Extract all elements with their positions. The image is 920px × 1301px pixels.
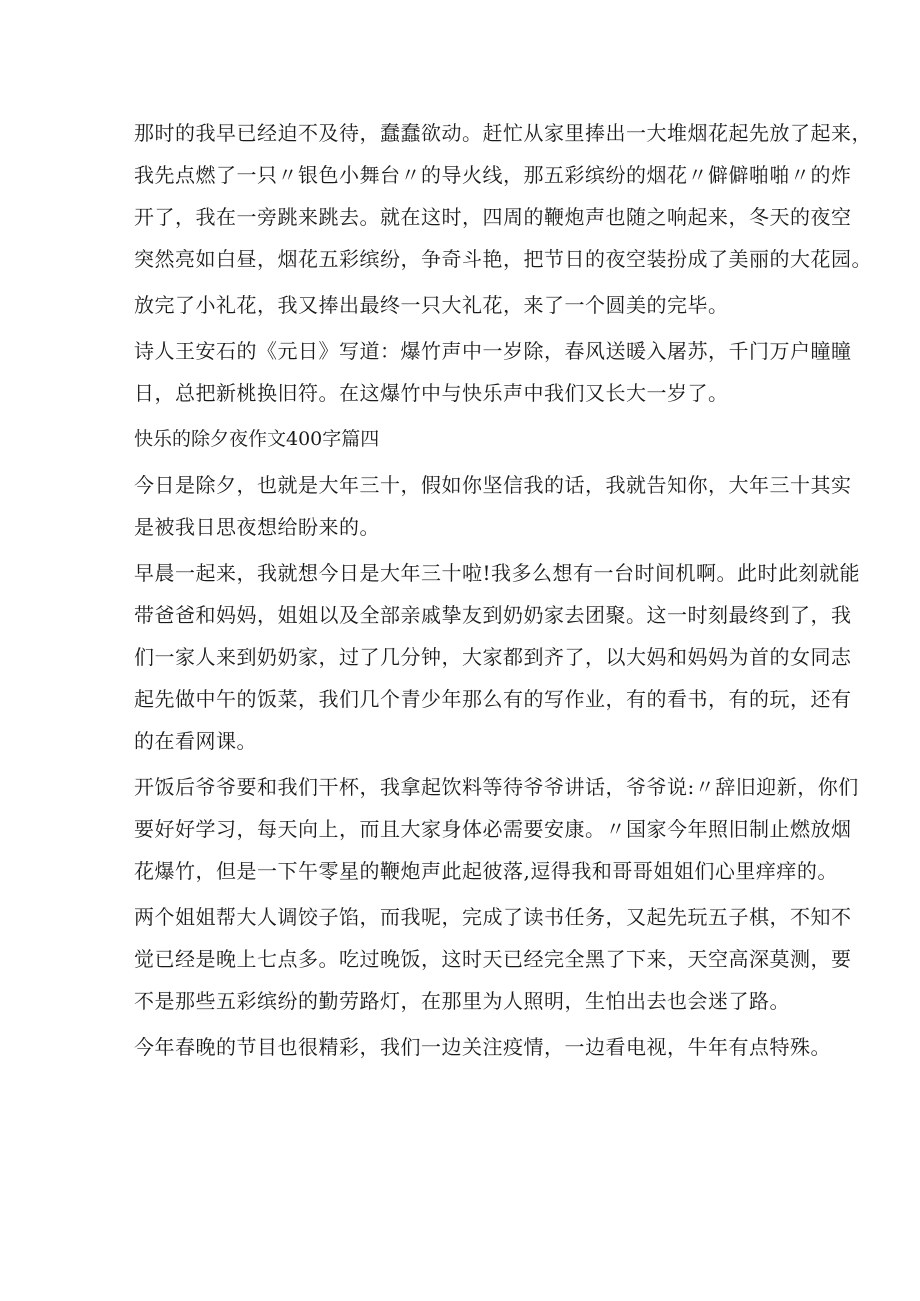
text-line: 要好好学习，每天向上，而且大家身体必需要安康。〃国家今年照旧制止燃放烟 [134, 817, 852, 841]
text-line: 日，总把新桃换旧符。在这爆竹中与快乐声中我们又长大一岁了。 [134, 381, 729, 405]
paragraph [134, 112, 872, 280]
paragraph [134, 896, 852, 1022]
text-line: 开了，我在一旁跳来跳去。就在这时，四周的鞭炮声也随之响起来，冬天的夜空 [134, 205, 852, 229]
paragraph [134, 330, 852, 414]
paragraph [134, 766, 859, 892]
text-line: 诗人王安石的《元日》写道：爆竹声中一岁除，春风送暖入屠苏，千门万户瞳瞳 [134, 339, 852, 363]
text-line: 花爆竹，但是一下午零星的鞭炮声此起彼落,逗得我和哥哥姐姐们心里痒痒的。 [134, 859, 838, 883]
text-line: 开饭后爷爷要和我们干杯，我拿起饮料等待爷爷讲话，爷爷说:〃辞旧迎新，你们 [134, 775, 859, 799]
text-line: 不是那些五彩缤纷的勤劳路灯，在那里为人照明，生怕出去也会迷了路。 [134, 989, 790, 1013]
text-line: 我先点燃了一只〃银色小舞台〃的导火线，那五彩缤纷的烟花〃僻僻啪啪〃的炸 [134, 163, 852, 187]
text-line: 早晨一起来，我就想今日是大年三十啦!我多么想有一台时间机啊。此时此刻就能 [134, 561, 861, 585]
paragraph [134, 552, 861, 762]
text-line: 们一家人来到奶奶家，过了几分钟，大家都到齐了，以大妈和妈妈为首的女同志 [134, 645, 852, 669]
text-line: 带爸爸和妈妈，姐姐以及全部亲戚挚友到奶奶家去团聚。这一时刻最终到了，我 [134, 603, 852, 627]
paragraph [134, 464, 852, 548]
heading-line: 快乐的除夕夜作文400字篇四 [134, 428, 380, 450]
document-page [134, 112, 872, 1068]
text-line: 的在看网课。 [134, 729, 257, 753]
text-line: 放完了小礼花，我又捧出最终一只大礼花，来了一个圆美的完毕。 [134, 293, 729, 317]
text-line: 两个姐姐帮大人调饺子馅，而我呢，完成了读书任务，又起先玩五子棋，不知不 [134, 905, 852, 929]
text-line: 那时的我早已经迫不及待，蠢蠢欲动。赶忙从家里捧出一大堆烟花起先放了起来， [134, 121, 872, 145]
paragraph [134, 284, 804, 326]
text-line: 今日是除夕，也就是大年三十，假如你坚信我的话，我就告知你，大年三十其实 [134, 473, 852, 497]
text-line: 觉已经是晚上七点多。吃过晚饭，这时天已经完全黑了下来，天空高深莫测，要 [134, 947, 852, 971]
section-heading [134, 418, 804, 460]
paragraph [134, 1026, 831, 1068]
text-line: 起先做中午的饭菜，我们几个青少年那么有的写作业，有的看书，有的玩，还有 [134, 687, 852, 711]
text-line: 今年春晚的节目也很精彩，我们一边关注疫情，一边看电视，牛年有点特殊。 [134, 1035, 831, 1059]
text-line: 突然亮如白昼，烟花五彩缤纷，争奇斗艳，把节日的夜空装扮成了美丽的大花园。 [134, 247, 872, 271]
text-line: 是被我日思夜想给盼来的。 [134, 515, 380, 539]
